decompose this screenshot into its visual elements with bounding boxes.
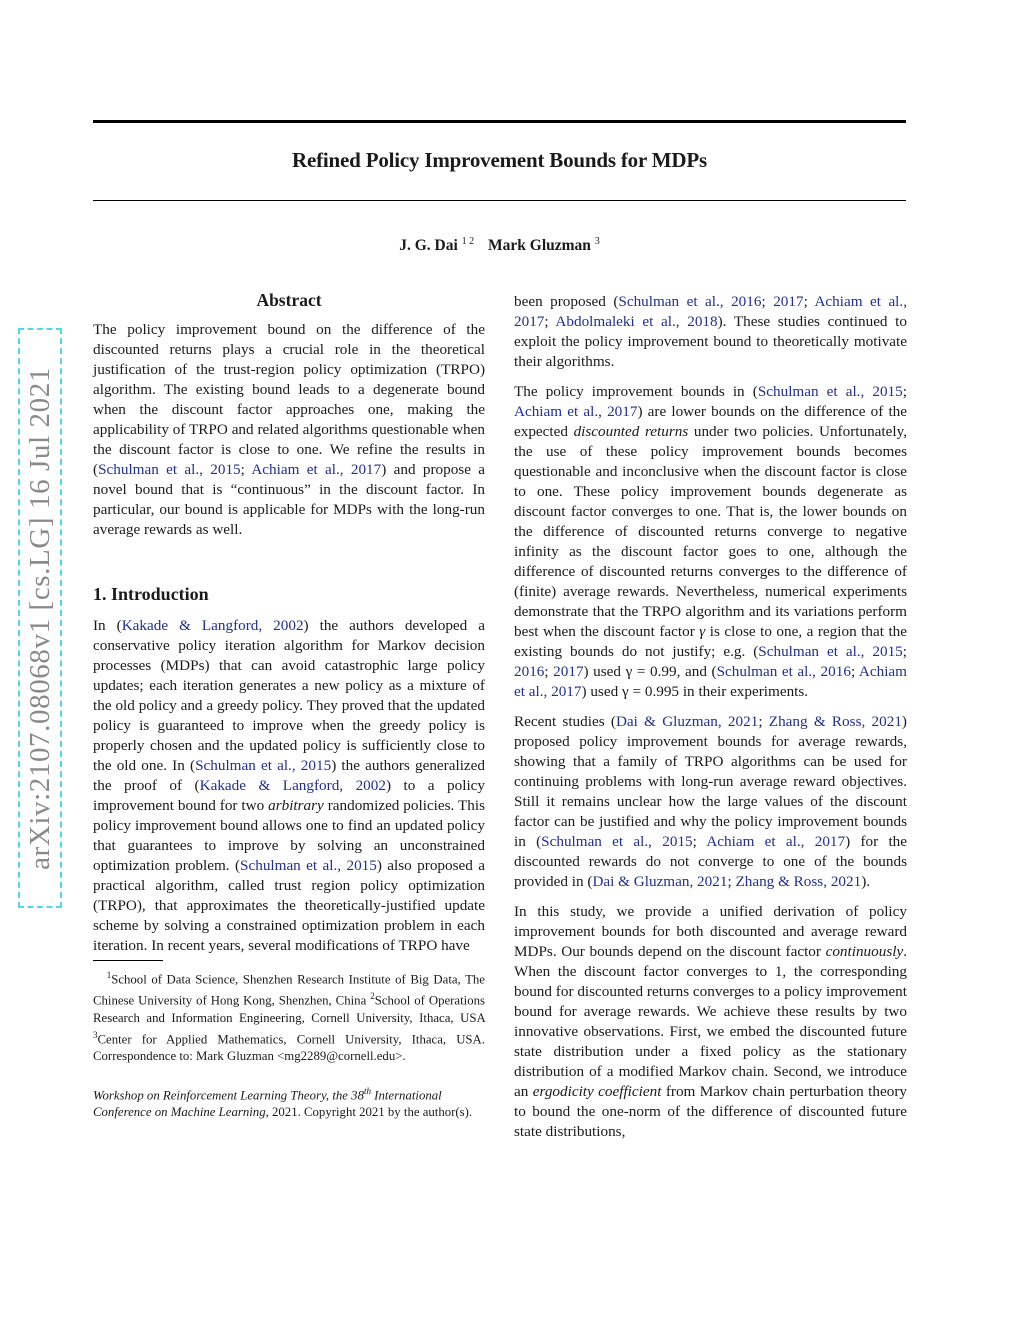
math-gamma-value: γ = 0.99	[625, 663, 677, 680]
section-heading-introduction: 1. Introduction	[93, 584, 209, 604]
citation-link[interactable]: Kakade & Langford, 2002	[199, 777, 386, 794]
right-column	[514, 292, 907, 1152]
workshop-notice: Workshop on Reinforcement Learning Theory, the 38th International Conference on Machine Learning, 2021. Copyright 2021 by the author(s).	[93, 1085, 473, 1120]
citation-link[interactable]: Schulman et al., 2016	[618, 293, 762, 310]
citation-link[interactable]: 2017	[773, 293, 804, 310]
citation-link[interactable]: Kakade & Langford, 2002	[121, 617, 304, 634]
math-one: 1	[774, 963, 783, 980]
citation-link[interactable]: Schulman et al., 2015	[758, 643, 903, 660]
footnote-divider	[93, 960, 163, 961]
citation-link[interactable]: Dai & Gluzman, 2021	[592, 873, 728, 890]
citation-link[interactable]: Zhang & Ross, 2021	[768, 713, 902, 730]
citation-link[interactable]: Zhang & Ross, 2021	[735, 873, 862, 890]
citation-link[interactable]: Achiam et al., 2017	[251, 461, 382, 478]
arxiv-stamp[interactable]	[18, 328, 62, 908]
paper-title: Refined Policy Improvement Bounds for MDPs	[292, 148, 707, 172]
affiliation-footnotes: $^1$School of Data Science, Shenzhen Research Institute of Big Data, The Chinese University of Hong Kong, Shenzhen, China $^2$School of Operations Research and Information Engineering, Cornell University, Ithaca, USA $^3$Center for Applied Mathematics, Cornell University, Ithaca, USA. Correspondence to: Mark Gluzman <mg2289@cornell.edu>.	[93, 970, 485, 1063]
citation-link[interactable]: Schulman et al., 2015	[98, 461, 241, 478]
citation-link[interactable]: Schulman et al., 2015	[757, 383, 903, 400]
author-affiliation: 1 2	[461, 236, 475, 247]
left-column	[93, 290, 485, 1121]
citation-link[interactable]: Schulman et al., 2015	[240, 857, 377, 874]
author-list	[93, 236, 906, 255]
citation-link[interactable]: Schulman et al., 2015	[195, 757, 332, 774]
citation-link[interactable]: Achiam et al., 2017	[706, 833, 846, 850]
citation-link[interactable]: Achiam et al., 2017	[514, 403, 638, 420]
citation-link[interactable]: Achiam et al., 2017	[514, 663, 907, 700]
body-paragraph: In this study, we provide a unified derivation of policy improvement bounds for both discounted and average reward MDPs. Our bounds depend on the discount factor continuously. When the discount factor converges to 1, the corresponding bound for discounted returns converges to a policy improvement bound for average rewards. We achieve these results by two innovative observations. First, we embed the discounted future state distribution under a fixed policy as the stationary distribution of a modified Markov chain. Second, we introduce an ergodicity coefficient from Markov chain perturbation theory to bound the one-norm of the difference of discounted future state distributions,	[514, 903, 907, 1140]
abstract-heading: Abstract	[256, 290, 322, 310]
citation-link[interactable]: Dai & Gluzman, 2021	[615, 713, 759, 730]
body-paragraph: been proposed (Schulman et al., 2016; 2017; Achiam et al., 2017; Abdolmaleki et al., 2018). These studies continued to exploit the policy improvement bound to theoretically motivate their algorithms.	[514, 293, 907, 370]
author-affiliation: 3	[594, 236, 600, 247]
citation-link[interactable]: 2017	[553, 663, 584, 680]
citation-link[interactable]: Achiam et al., 2017	[514, 293, 907, 330]
math-gamma-value: γ = 0.995	[621, 683, 680, 700]
abstract-text: The policy improvement bound on the difference of the discounted returns plays a crucial role in the theoretical justification of the trust-region policy optimization (TRPO) algorithm. The existing bound leads to a degenerate bound when the discount factor approaches one, making the applicability of TRPO and related algorithms questionable when the discount factor is close to one. We refine the results in (Schulman et al., 2015; Achiam et al., 2017) and propose a novel bound that is “continuous” in the discount factor. In particular, our bound is applicable for MDPs with the long-run average rewards as well.	[93, 321, 485, 538]
citation-link[interactable]: Schulman et al., 2016	[716, 663, 851, 680]
citation-link[interactable]: Schulman et al., 2015	[541, 833, 693, 850]
intro-paragraph: In (Kakade & Langford, 2002) the authors developed a conservative policy iteration algorithm for Markov decision processes (MDPs) that can avoid catastrophic large policy updates; each iteration generates a new policy as a mixture of the old policy and a greedy policy. They proved that the updated policy is guaranteed to improve when the greedy policy is properly chosen and the updated policy is sufficiently close to the old one. In (Schulman et al., 2015) the authors generalized the proof of (Kakade & Langford, 2002) to a policy improvement bound for two arbitrary randomized policies. This policy improvement bound allows one to find an updated policy that guarantees to improve by solving an unconstrained optimization problem. (Schulman et al., 2015) also proposed a practical algorithm, called trust region policy optimization (TRPO), that approximates the theoretically-justified update scheme by solving a constrained optimization problem in each iteration. In recent years, several modifications of TRPO have	[93, 617, 486, 954]
author-name: Mark Gluzman	[488, 237, 591, 255]
body-paragraph: Recent studies (Dai & Gluzman, 2021; Zhang & Ross, 2021) proposed policy improvement bounds for average rewards, showing that a family of TRPO algorithms can be used for continuing problems with long-run average reward objectives. Still it remains unclear how the large values of the discount factor can be justified and why the policy improvement bounds in (Schulman et al., 2015; Achiam et al., 2017) for the discounted rewards do not converge to one of the bounds provided in (Dai & Gluzman, 2021; Zhang & Ross, 2021).	[514, 713, 908, 890]
title-top-rule	[93, 120, 906, 123]
citation-link[interactable]: 2016	[514, 663, 545, 680]
body-paragraph: The policy improvement bounds in (Schulman et al., 2015; Achiam et al., 2017) are lower bounds on the difference of the expected discounted returns under two policies. Unfortunately, the use of these policy improvement bounds becomes questionable and inconclusive when the discount factor is close to one. These policy improvement bounds degenerate as discount factor converges to one. That is, the lower bounds on the difference of discounted returns converge to negative infinity as the discount factor goes to one, although the difference of discounted returns converges to the difference of (finite) average rewards. Nevertheless, numerical experiments demonstrate that the TRPO algorithm and its variations perform best when the discount factor γ is close to one, a region that the existing bounds do not justify; e.g. (Schulman et al., 2015; 2016; 2017) used γ = 0.99, and (Schulman et al., 2016; Achiam et al., 2017) used γ = 0.995 in their experiments.	[514, 383, 907, 700]
arxiv-identifier[interactable]: arXiv:2107.08068v1 [cs.LG] 16 Jul 2021	[23, 366, 56, 870]
title-bottom-rule	[93, 200, 906, 201]
citation-link[interactable]: Abdolmaleki et al., 2018	[555, 313, 718, 330]
author-name: J. G. Dai	[399, 237, 458, 255]
math-gamma: γ	[699, 623, 706, 640]
